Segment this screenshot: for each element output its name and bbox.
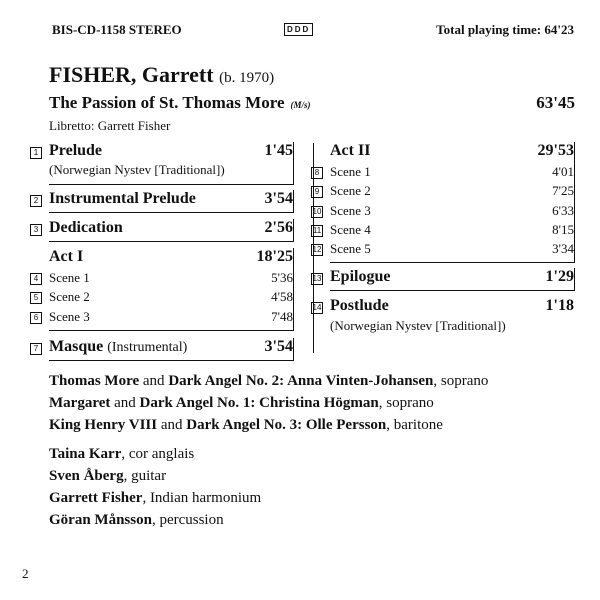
- role: Thomas More: [49, 373, 140, 389]
- track-duration: 4'01: [552, 164, 574, 179]
- track-5: [30, 289, 293, 307]
- track-10: [311, 203, 574, 221]
- track-7: [30, 338, 293, 360]
- composer-born: (b. 1970): [219, 70, 275, 86]
- rule: [49, 330, 294, 331]
- track-duration: 3'54: [264, 190, 293, 207]
- instrumentalist-1: [49, 446, 194, 463]
- track-duration: 1'18: [545, 297, 574, 314]
- group-bar: [293, 248, 294, 330]
- track-number: 9: [311, 186, 323, 198]
- instrumentalist-2: [49, 468, 166, 485]
- cast-line-1: [49, 373, 488, 390]
- role: Dark Angel No. 1:: [139, 395, 256, 411]
- libretto-credit: Libretto: Garrett Fisher: [49, 118, 171, 133]
- voice-type: , soprano: [378, 395, 434, 411]
- track-duration: 1'29: [545, 268, 574, 285]
- track-3: [30, 219, 293, 241]
- track-duration: 3'34: [552, 241, 574, 256]
- track-8: [311, 164, 574, 182]
- track-title: [49, 338, 187, 356]
- group-bar: [293, 219, 294, 241]
- track-note: (Norwegian Nystev [Traditional]): [49, 162, 225, 177]
- track-6: [30, 309, 293, 327]
- track-title: Scene 4: [330, 222, 371, 237]
- track-1: [30, 142, 293, 182]
- track-duration: 1'45: [264, 142, 293, 159]
- header-bar: [52, 22, 574, 40]
- rule: [49, 241, 294, 242]
- cast-line-2: [49, 395, 434, 412]
- page-number: 2: [22, 566, 29, 581]
- group-bar: [574, 268, 575, 290]
- track-number: 4: [30, 273, 42, 285]
- track-title: Postlude: [330, 297, 389, 314]
- rule: [330, 262, 575, 263]
- track-duration: 3'54: [264, 338, 293, 355]
- track-duration: 6'33: [552, 203, 574, 218]
- track-9: [311, 183, 574, 201]
- track-11: [311, 222, 574, 240]
- track-note: (Norwegian Nystev [Traditional]): [330, 318, 506, 333]
- track-duration: 4'58: [271, 289, 293, 304]
- track-number: 10: [312, 207, 322, 216]
- track-number: 3: [30, 224, 42, 236]
- track-title: Scene 5: [330, 241, 371, 256]
- performer-name: Göran Månsson: [49, 512, 152, 528]
- track-number: 2: [30, 195, 42, 207]
- track-title: Scene 2: [49, 289, 90, 304]
- group-bar: [574, 142, 575, 262]
- performer-name: Garrett Fisher: [49, 490, 143, 506]
- track-number: 7: [30, 343, 42, 355]
- rule: [49, 360, 294, 361]
- singer-name: Olle Persson: [302, 417, 387, 433]
- work-heading: [49, 93, 575, 113]
- rule: [330, 290, 575, 291]
- track-title: Epilogue: [330, 268, 391, 285]
- track-duration: 7'25: [552, 183, 574, 198]
- track-2: [30, 190, 293, 212]
- instrument: , cor anglais: [121, 446, 195, 462]
- track-14: [311, 297, 574, 337]
- group-bar: [293, 338, 294, 360]
- work-duration: 63'45: [536, 93, 575, 112]
- track-number: 8: [311, 167, 323, 179]
- conjunction: and: [157, 417, 187, 433]
- track-title: Prelude: [49, 142, 103, 159]
- role: Dark Angel No. 2:: [168, 373, 285, 389]
- performer-name: Sven Åberg: [49, 468, 124, 484]
- masque-title: Masque: [49, 338, 104, 355]
- track-title: Scene 3: [330, 203, 371, 218]
- track-duration: 7'48: [271, 309, 293, 324]
- track-title: Scene 2: [330, 183, 371, 198]
- track-title: Dedication: [49, 219, 123, 236]
- track-title: Scene 1: [49, 270, 90, 285]
- track-title: Instrumental Prelude: [49, 190, 196, 207]
- act-duration: 29'53: [537, 142, 574, 159]
- catalog-number: BIS-CD-1158 STEREO: [52, 22, 182, 37]
- track-duration: 2'56: [264, 219, 293, 236]
- composer-heading: [49, 62, 274, 88]
- act-title: Act I: [49, 248, 84, 265]
- work-title: The Passion of St. Thomas More: [49, 93, 285, 112]
- track-number: 6: [30, 312, 42, 324]
- track-number: 5: [30, 292, 42, 304]
- conjunction: and: [139, 373, 169, 389]
- cast-line-3: [49, 417, 443, 434]
- track-4: [30, 270, 293, 288]
- act-1-heading: [30, 248, 293, 270]
- role: Margaret: [49, 395, 111, 411]
- track-number: 14: [312, 303, 322, 312]
- singer-name: Anna Vinten-Johansen: [284, 373, 434, 389]
- instrument: , Indian harmonium: [142, 490, 262, 506]
- ms-mark: (M/s): [290, 100, 311, 110]
- rule: [49, 184, 294, 185]
- singer-name: Christina Högman: [255, 395, 379, 411]
- track-title: Scene 1: [330, 164, 371, 179]
- voice-type: , baritone: [386, 417, 443, 433]
- instrument: , percussion: [151, 512, 224, 528]
- role: King Henry VIII: [49, 417, 158, 433]
- track-number: 1: [30, 147, 42, 159]
- role: Dark Angel No. 3:: [186, 417, 303, 433]
- group-bar: [293, 142, 294, 184]
- track-12: [311, 241, 574, 259]
- act-duration: 18'25: [256, 248, 293, 265]
- track-number: 12: [312, 245, 322, 254]
- act-2-heading: [311, 142, 574, 164]
- instrumentalist-4: [49, 512, 224, 529]
- conjunction: and: [110, 395, 140, 411]
- voice-type: , soprano: [433, 373, 489, 389]
- group-bar: [293, 190, 294, 212]
- ddd-mark: DDD: [284, 23, 313, 36]
- track-duration: 5'36: [271, 270, 293, 285]
- track-title: Scene 3: [49, 309, 90, 324]
- masque-subtitle: (Instrumental): [107, 340, 188, 355]
- instrumentalist-3: [49, 490, 261, 507]
- track-duration: 8'15: [552, 222, 574, 237]
- rule: [49, 212, 294, 213]
- track-13: [311, 268, 574, 290]
- act-title: Act II: [330, 142, 371, 159]
- total-playing-time: Total playing time: 64'23: [436, 22, 574, 37]
- track-number: 11: [312, 226, 322, 235]
- performer-name: Taina Karr: [49, 446, 122, 462]
- instrument: , guitar: [123, 468, 167, 484]
- track-number: 13: [312, 274, 322, 283]
- composer-name: FISHER, Garrett: [49, 62, 214, 87]
